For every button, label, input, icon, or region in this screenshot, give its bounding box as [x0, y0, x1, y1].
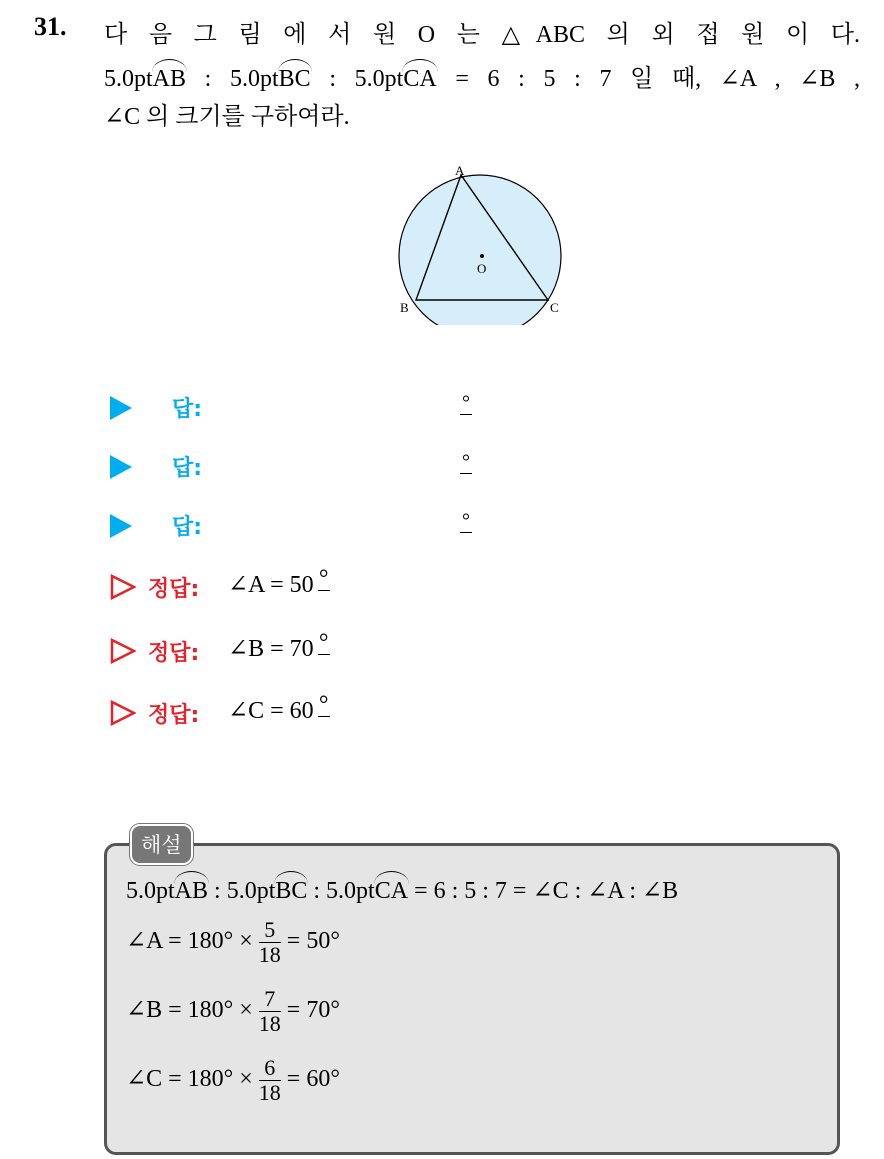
play-triangle-icon	[110, 514, 132, 538]
fraction: $\frac{5}{18}$	[258, 917, 281, 967]
outline-triangle-icon	[110, 700, 136, 726]
arc-ca: CA	[374, 878, 409, 904]
circumcircle	[399, 175, 561, 325]
solution-lhs: ∠A = 180° ×	[126, 928, 253, 955]
vertex-label-b: B	[400, 300, 409, 315]
outline-triangle-icon	[110, 574, 136, 600]
arc-ca: CA	[403, 66, 437, 92]
separator: :	[214, 878, 221, 904]
answer-blank[interactable]	[460, 510, 472, 533]
circumcircle-figure	[396, 160, 576, 325]
arc-ab: AB	[174, 878, 209, 904]
fraction: $\frac{7}{18}$	[258, 986, 281, 1036]
arc-bc: BC	[275, 878, 308, 904]
degree-unit: °	[318, 630, 329, 656]
solution-rhs: = 70°	[286, 997, 340, 1024]
question-number: 31.	[34, 12, 67, 41]
key-answer-label: 정답:	[148, 577, 200, 602]
center-label-o: O	[477, 261, 487, 276]
size-prefix: 5.0pt	[230, 66, 279, 92]
ratio-text: = 6 : 5 : 7 일 때, ∠A , ∠B ,	[455, 66, 861, 92]
question-text-line1: 다 음 그 림 에 서 원 O 는 △ABC 의 외 접 원 이 다.	[104, 22, 860, 48]
arc-bc: BC	[278, 66, 311, 92]
solution-line-ratio	[126, 876, 678, 905]
size-prefix: 5.0pt	[126, 878, 175, 904]
key-answer-label: 정답:	[148, 641, 200, 666]
outline-triangle-icon	[110, 638, 136, 664]
play-triangle-icon	[110, 455, 132, 479]
size-prefix: 5.0pt	[354, 66, 404, 92]
play-triangle-icon	[110, 396, 132, 420]
question-text-line3: ∠C 의 크기를 구하여라.	[104, 104, 350, 130]
answer-blank[interactable]	[460, 392, 472, 415]
vertex-label-c: C	[550, 300, 559, 315]
size-prefix: 5.0pt	[104, 66, 153, 92]
solution-rhs: = 50°	[286, 928, 340, 955]
answer-blank[interactable]	[460, 451, 472, 474]
size-prefix: 5.0pt	[226, 878, 276, 904]
key-answer-value: ∠C = 60 °	[228, 692, 329, 724]
arc-ab: AB	[152, 66, 187, 92]
center-point	[480, 254, 484, 258]
separator: :	[204, 66, 212, 92]
solution-line	[126, 1056, 340, 1105]
answer-label: 답:	[172, 515, 203, 540]
key-answer-value: ∠A = 50 °	[228, 566, 329, 598]
degree-unit: °	[318, 566, 329, 592]
degree-unit: °	[462, 510, 470, 532]
separator: :	[329, 66, 337, 92]
solution-tag: 해설	[130, 824, 193, 865]
solution-lhs: ∠B = 180° ×	[126, 997, 253, 1024]
solution-rhs: = 60°	[286, 1066, 340, 1093]
solution-lhs: ∠C = 180° ×	[126, 1066, 253, 1093]
key-answer-value: ∠B = 70 °	[228, 630, 329, 662]
separator: :	[313, 878, 321, 904]
solution-line	[126, 918, 340, 967]
fraction: $\frac{6}{18}$	[258, 1055, 281, 1105]
degree-unit: °	[462, 451, 470, 473]
size-prefix: 5.0pt	[326, 878, 375, 904]
question-text-line2	[104, 58, 860, 93]
key-answer-label: 정답:	[148, 703, 200, 728]
answer-label: 답:	[172, 397, 203, 422]
answer-label: 답:	[172, 456, 203, 481]
vertex-label-a: A	[455, 163, 465, 178]
solution-line	[126, 987, 340, 1036]
degree-unit: °	[462, 392, 470, 414]
ratio-text: = 6 : 5 : 7 = ∠C : ∠A : ∠B	[414, 878, 679, 904]
degree-unit: °	[318, 692, 329, 718]
